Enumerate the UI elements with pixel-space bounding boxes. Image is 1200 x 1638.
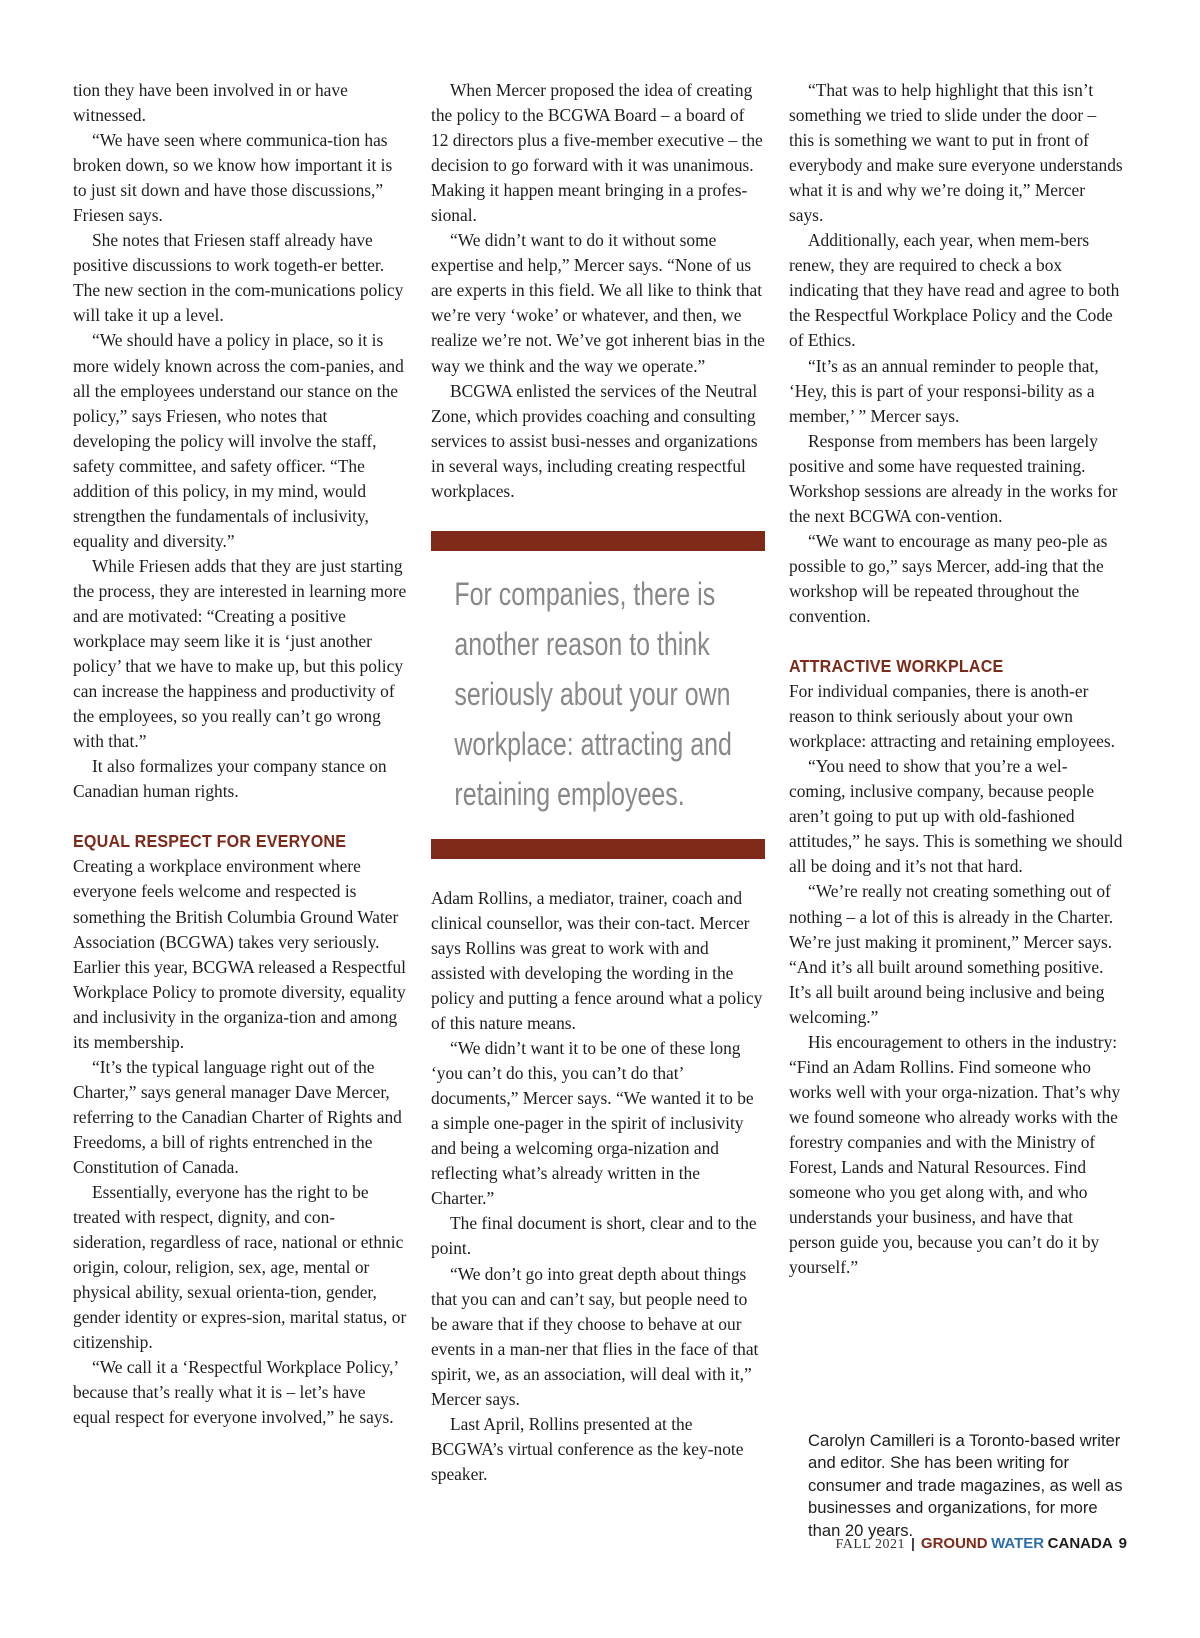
paragraph: “We’re really not creating something out of nothing – a lot of this is already in the Charter. We’re just making it prominent,” Mercer says. “And it’s all built around something positive. It’s all built around being inclusive and being welcoming.” xyxy=(789,881,1114,1027)
section-heading-equal-respect: EQUAL RESPECT FOR EVERYONE xyxy=(73,831,347,852)
paragraph: “That was to help highlight that this isn’t something we tried to slide under the door – this is something we want to put in front of everybody and make sure everyone understands what it is and why we’re doing it,” Mercer says. xyxy=(789,80,1123,226)
paragraph: Creating a workplace environment where everyone feels welcome and respected is something the British Columbia Ground Water Association (BCGWA) takes very seriously. Earlier this year, BCGWA released a Respectful Workplace Policy to promote diversity, equality and inclusivity in the organiza-tion and among its membership. xyxy=(73,856,406,1052)
magazine-name-ground: GROUND xyxy=(920,1535,988,1552)
paragraph: BCGWA enlisted the services of the Neutral Zone, which provides coaching and consulting services to assist busi-nesses and organizations in several ways, including creating respectful workplaces. xyxy=(431,380,758,501)
author-bio: Carolyn Camilleri is a Toronto-based writer and editor. She has been writing for consumer and trade magazines, as well as businesses and organizations, for more than 20 years. xyxy=(808,1431,1123,1540)
article-column-3 xyxy=(789,78,1123,1280)
issue-season: FALL 2021 xyxy=(835,1537,905,1552)
article-column-2 xyxy=(431,78,765,1487)
magazine-name-water: WATER xyxy=(991,1535,1045,1552)
paragraph: tion they have been involved in or have witnessed. xyxy=(73,80,348,126)
paragraph: “We have seen where communica-tion has broken down, so we know how important it is to just sit down and have those discussions,” Friesen says. xyxy=(73,130,393,226)
pull-quote xyxy=(431,531,765,859)
paragraph: For individual companies, there is anoth-er reason to think seriously about your own workplace: attracting and retaining employees. xyxy=(789,681,1115,752)
paragraph: When Mercer proposed the idea of creating the policy to the BCGWA Board – a board of 12 directors plus a five-member executive – the decision to go forward with it was unanimous. Making it happen meant bringing in a profes-sional. xyxy=(431,80,763,226)
footer-separator: | xyxy=(911,1535,915,1551)
pull-quote-bottom-bar xyxy=(431,839,765,859)
paragraph: Essentially, everyone has the right to be treated with respect, dignity, and con-sideration, regardless of race, national or ethnic origin, colour, religion, sex, age, mental or physical ability, sexual orienta-tion, gender, gender identity or expres-sion, marital status, or citizenship. xyxy=(73,1182,407,1353)
paragraph: Additionally, each year, when mem-bers renew, they are required to check a box indicating that they have read and agree to both the Respectful Workplace Policy and the Code of Ethics. xyxy=(789,230,1120,351)
paragraph: “It’s the typical language right out of the Charter,” says general manager Dave Mercer, referring to the Canadian Charter of Rights and Freedoms, a bill of rights entrenched in the Constitution of Canada. xyxy=(73,1056,402,1177)
paragraph: Adam Rollins, a mediator, trainer, coach and clinical counsellor, was their con-tact. Mercer says Rollins was great to work with and assisted with developing the wording in the policy and putting a fence around what a policy of this nature means. xyxy=(431,887,763,1034)
paragraph: “We want to encourage as many peo-ple as possible to go,” says Mercer, add-ing that the workshop will be repeated throughout the convention. xyxy=(789,530,1108,626)
paragraph: His encouragement to others in the industry: “Find an Adam Rollins. Find someone who works well with your orga-nization. That’s why we found someone who already works with the forestry companies and with the Ministry of Forest, Lands and Natural Resources. Find someone who you get along with, and who understands your business, and have that person guide you, because you can’t do it by yourself.” xyxy=(789,1031,1121,1278)
paragraph: While Friesen adds that they are just starting the process, they are interested in learning more and are motivated: “Creating a positive workplace may seem like it is ‘just another policy’ that we have to make up, but this policy can increase the happiness and productivity of the employees, so you really can’t go wrong with that.” xyxy=(73,555,407,752)
paragraph: “We don’t go into great depth about things that you can and can’t say, but people need to be aware that if they choose to behave at our events in a man-ner that flies in the face of that spirit, we, as an association, will deal with it,” Mercer says. xyxy=(431,1263,759,1409)
paragraph: “We should have a policy in place, so it is more widely known across the com-panies, and all the employees understand our stance on the policy,” says Friesen, who notes that developing the policy will involve the staff, safety committee, and safety officer. “The addition of this policy, in my mind, would strengthen the fundamentals of inclusivity, equality and diversity.” xyxy=(73,330,404,551)
paragraph: “It’s as an annual reminder to people that, ‘Hey, this is part of your responsi-bility as a member,’ ” Mercer says. xyxy=(789,355,1099,426)
paragraph: “You need to show that you’re a wel-coming, inclusive company, because people aren’t going to put up with old-fashioned attitudes,” he says. This is something we should all be doing and it’s not that hard. xyxy=(789,756,1123,877)
page-number: 9 xyxy=(1118,1535,1127,1552)
section-heading-attractive-workplace: ATTRACTIVE WORKPLACE xyxy=(789,656,1004,677)
paragraph: “We didn’t want it to be one of these long ‘you can’t do this, you can’t do that’ documents,” Mercer says. “We wanted it to be a simple one-pager in the spirit of inclusivity and being a welcoming orga-nization and reflecting what’s already written in the Charter.” xyxy=(431,1038,754,1209)
pull-quote-top-bar xyxy=(431,531,765,551)
article-column-1 xyxy=(73,78,407,1430)
paragraph: She notes that Friesen staff already have positive discussions to work togeth-er better. The new section in the com-munications policy will take it up a level. xyxy=(73,230,404,326)
page-footer xyxy=(836,1535,1127,1553)
magazine-name-canada: CANADA xyxy=(1047,1535,1113,1552)
paragraph: “We call it a ‘Respectful Workplace Policy,’ because that’s really what it is – let’s have equal respect for everyone involved,” he says. xyxy=(73,1357,398,1428)
paragraph: Last April, Rollins presented at the BCGWA’s virtual conference as the key-note speaker. xyxy=(431,1413,744,1484)
pull-quote-text: For companies, there is another reason to think seriously about your own workplace: attracting and retaining employees. xyxy=(454,575,732,812)
paragraph: Response from members has been largely positive and some have requested training. Workshop sessions are already in the works for the next BCGWA con-vention. xyxy=(789,430,1118,526)
paragraph: It also formalizes your company stance on Canadian human rights. xyxy=(73,756,387,802)
paragraph: “We didn’t want to do it without some expertise and help,” Mercer says. “None of us are experts in this field. We all like to think that we’re very ‘woke’ or whatever, and then, we realize we’re not. We’ve got inherent bias in the way we think and the way we operate.” xyxy=(431,230,765,376)
paragraph: The final document is short, clear and to the point. xyxy=(431,1213,757,1259)
